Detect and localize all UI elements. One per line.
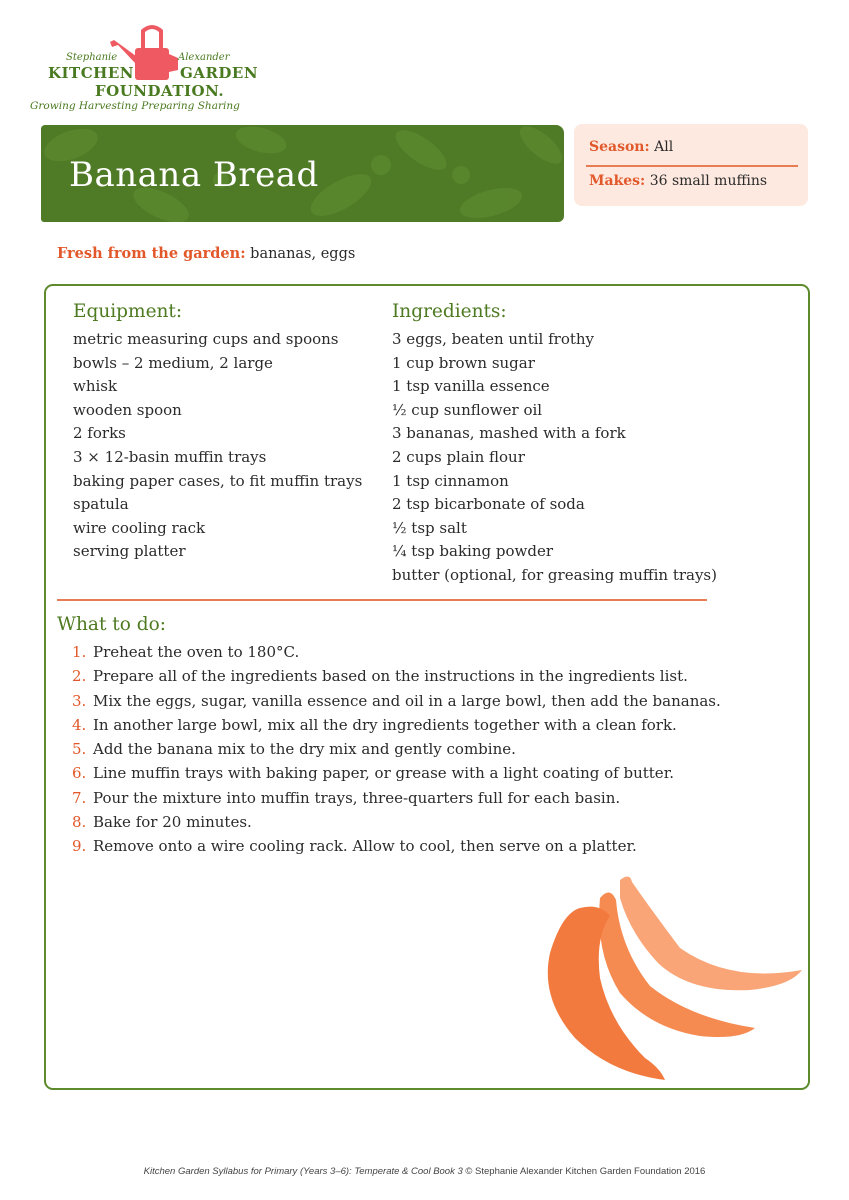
- logo-text-garden: GARDEN: [180, 64, 259, 82]
- logo-text-stephanie: Stephanie: [66, 52, 118, 63]
- equipment-heading: Equipment:: [73, 301, 183, 322]
- step-text: Mix the eggs, sugar, vanilla essence and oil in a large bowl, then add the bananas.: [93, 691, 721, 710]
- step-text: Prepare all of the ingredients based on the instructions in the ingredients list.: [93, 667, 688, 686]
- step-number: 2.: [72, 667, 87, 686]
- step-item: [72, 640, 721, 664]
- step-text: Add the banana mix to the dry mix and gently combine.: [93, 740, 516, 759]
- title-banner: [41, 125, 564, 222]
- list-item: whisk: [73, 377, 118, 396]
- list-item: baking paper cases, to fit muffin trays: [73, 471, 363, 490]
- footer-copyright: © Stephanie Alexander Kitchen Garden Foundation 2016: [465, 1166, 706, 1177]
- list-item: 3 × 12-basin muffin trays: [73, 447, 267, 466]
- page-title: Banana Bread: [69, 155, 319, 195]
- makes-row: [589, 173, 767, 189]
- step-text: Preheat the oven to 180°C.: [93, 643, 300, 661]
- step-item: [72, 737, 721, 761]
- step-text: Pour the mixture into muffin trays, three-quarters full for each basin.: [93, 788, 621, 807]
- banana-bunch-icon: [540, 868, 810, 1083]
- step-item: [72, 689, 721, 713]
- makes-value: 36 small muffins: [649, 173, 768, 189]
- list-item: serving platter: [73, 542, 186, 561]
- step-text: Remove onto a wire cooling rack. Allow to cool, then serve on a platter.: [93, 837, 637, 856]
- list-item: 1 tsp cinnamon: [392, 471, 509, 490]
- logo-text-alexander: Alexander: [178, 52, 230, 63]
- step-number: 6.: [72, 764, 87, 783]
- method-steps: [72, 640, 721, 859]
- list-item: spatula: [73, 495, 129, 514]
- step-text: In another large bowl, mix all the dry ingredients together with a clean fork.: [93, 715, 677, 734]
- list-item: bowls – 2 medium, 2 large: [73, 353, 273, 372]
- step-number: 9.: [72, 837, 87, 856]
- list-item: 2 cups plain flour: [392, 447, 525, 466]
- info-divider: [586, 165, 798, 167]
- list-item: ½ tsp salt: [392, 518, 467, 537]
- fresh-from-garden: [57, 245, 355, 262]
- equipment-list: [73, 328, 362, 564]
- fresh-value: bananas, eggs: [250, 246, 356, 262]
- list-item: 2 forks: [73, 424, 126, 443]
- list-item: wooden spoon: [73, 400, 182, 419]
- list-item: ½ cup sunflower oil: [392, 400, 543, 419]
- list-item: 2 tsp bicarbonate of soda: [392, 495, 585, 514]
- step-item: [72, 664, 721, 688]
- footer-citation: [0, 1166, 849, 1177]
- step-number: 5.: [72, 740, 87, 759]
- footer-book: Kitchen Garden Syllabus for Primary (Years 3–6): Temperate & Cool Book 3: [143, 1166, 463, 1177]
- list-item: 1 cup brown sugar: [392, 353, 535, 372]
- step-text: Line muffin trays with baking paper, or grease with a light coating of butter.: [93, 764, 674, 783]
- list-item: 3 bananas, mashed with a fork: [392, 424, 626, 443]
- step-item: [72, 713, 721, 737]
- logo-text-kitchen: KITCHEN: [48, 64, 134, 82]
- season-label: Season:: [589, 139, 650, 155]
- method-heading: What to do:: [57, 614, 166, 635]
- step-number: 3.: [72, 691, 87, 710]
- ingredients-list: [392, 328, 717, 588]
- foundation-logo: [30, 18, 270, 118]
- season-row: [589, 139, 673, 155]
- logo-tagline: Growing Harvesting Preparing Sharing: [30, 100, 240, 112]
- step-item: [72, 761, 721, 785]
- list-item: 3 eggs, beaten until frothy: [392, 330, 595, 348]
- makes-label: Makes:: [589, 173, 646, 189]
- list-item: ¼ tsp baking powder: [392, 542, 553, 561]
- list-item: butter (optional, for greasing muffin trays): [392, 565, 717, 584]
- step-item: [72, 786, 721, 810]
- step-text: Bake for 20 minutes.: [93, 813, 252, 832]
- logo-text-foundation: FOUNDATION.: [95, 82, 225, 100]
- ingredients-heading: Ingredients:: [392, 301, 507, 322]
- step-item: [72, 834, 721, 858]
- season-value: All: [654, 139, 674, 155]
- fresh-label: Fresh from the garden:: [57, 245, 246, 262]
- recipe-info-box: [574, 124, 808, 206]
- step-item: [72, 810, 721, 834]
- step-number: 4.: [72, 715, 87, 734]
- list-item: wire cooling rack: [73, 518, 206, 537]
- step-number: 8.: [72, 813, 87, 832]
- section-divider: [57, 599, 707, 601]
- step-number: 7.: [72, 788, 87, 807]
- list-item: 1 tsp vanilla essence: [392, 377, 550, 396]
- step-number: 1.: [72, 643, 87, 661]
- list-item: metric measuring cups and spoons: [73, 330, 339, 348]
